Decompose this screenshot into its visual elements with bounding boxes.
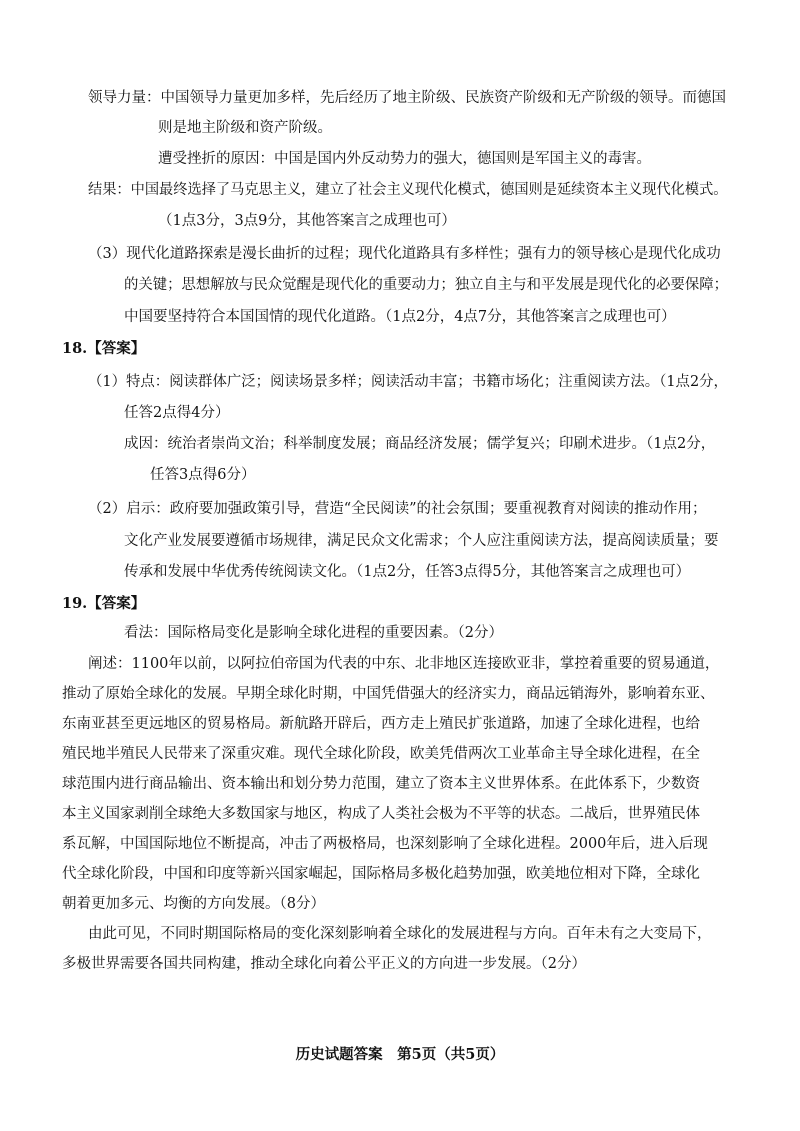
q19-view-line: 看法：国际格局变化是影响全球化进程的重要因素。（2分） <box>124 625 503 641</box>
q17-part3-line-1: （3）现代化道路探索是漫长曲折的过程；现代化道路具有多样性；强有力的领导核心是现代化成功 <box>88 246 721 262</box>
q17-result-line: 结果：中国最终选择了马克思主义，建立了社会主义现代化模式，德国则是延续资本主义现代化模式。 <box>88 182 728 198</box>
q17-part3-line-2: 的关键；思想解放与民众觉醒是现代化的重要动力；独立自主与和平发展是现代化的必要保障； <box>124 277 729 293</box>
q18-part2-line-1: （2）启示：政府要加强政策引导，营造“全民阅读”的社会氛围；要重视教育对阅读的推动作用； <box>88 501 707 517</box>
q19-conclusion-line-2: 多极世界需要各国共同构建，推动全球化向着公平正义的方向进一步发展。（2分） <box>62 956 586 972</box>
q19-explain-line-4: 殖民地半殖民人民带来了深重灾难。现代全球化阶段，欧美凭借两次工业革命主导全球化进程，在全 <box>62 746 700 762</box>
q19-explain-line-9: 朝着更加多元、均衡的方向发展。（8分） <box>62 896 325 912</box>
q17-score-note: （1点3分，3点9分，其他答案言之成理也可） <box>158 213 456 229</box>
page-footer: 历史试题答案 第5页（共5页） <box>295 1046 505 1063</box>
q18-part1-line-2: 任答2点得4分） <box>124 405 230 421</box>
q19-heading: 19.【答案】 <box>62 595 146 612</box>
q19-explain-line-5: 球范围内进行商品输出、资本输出和划分势力范围，建立了资本主义世界体系。在此体系下，少数资 <box>62 776 700 792</box>
q17-leadership-line-2: 则是地主阶级和资产阶级。 <box>158 120 332 136</box>
q19-explain-line-1: 阐述：1100年以前，以阿拉伯帝国为代表的中东、北非地区连接欧亚非，掌控着重要的贸易通道， <box>88 656 720 672</box>
q18-part2-line-2: 文化产业发展要遵循市场规律，满足民众文化需求；个人应注重阅读方法，提高阅读质量；要 <box>124 533 719 549</box>
q18-heading: 18.【答案】 <box>62 340 146 357</box>
q19-explain-line-6: 本主义国家剥削全球绝大多数国家与地区，构成了人类社会极为不平等的状态。二战后，世界殖民体 <box>62 806 700 822</box>
q19-explain-line-2: 推动了原始全球化的发展。早期全球化时期，中国凭借强大的经济实力，商品远销海外，影响着东亚、 <box>62 686 715 702</box>
q19-explain-line-7: 系瓦解，中国国际地位不断提高，冲击了两极格局，也深刻影响了全球化进程。2000年后，进入后现 <box>62 836 708 852</box>
q17-leadership-line-1: 领导力量：中国领导力量更加多样，先后经历了地主阶级、民族资产阶级和无产阶级的领导。而德国 <box>88 90 726 106</box>
q17-part3-line-3: 中国要坚持符合本国国情的现代化道路。（1点2分，4点7分，其他答案言之成理也可） <box>124 309 676 325</box>
q18-part1-line-1: （1）特点：阅读群体广泛；阅读场景多样；阅读活动丰富；书籍市场化；注重阅读方法。（1点2分， <box>88 374 728 390</box>
q17-setback-line: 遭受挫折的原因：中国是国内外反动势力的强大，德国则是军国主义的毒害。 <box>158 151 651 167</box>
q19-conclusion-line-1: 由此可见，不同时期国际格局的变化深刻影响着全球化的发展进程与方向。百年未有之大变局下， <box>88 926 712 942</box>
q18-cause-line-2: 任答3点得6分） <box>150 467 256 483</box>
q18-cause-line-1: 成因：统治者崇尚文治；科举制度发展；商品经济发展；儒学复兴；印刷术进步。（1点2分， <box>124 436 716 452</box>
q19-explain-line-8: 代全球化阶段，中国和印度等新兴国家崛起，国际格局多极化趋势加强，欧美地位相对下降，全球化 <box>62 866 700 882</box>
q19-explain-line-3: 东南亚甚至更远地区的贸易格局。新航路开辟后，西方走上殖民扩张道路，加速了全球化进程，也给 <box>62 716 700 732</box>
q18-part2-line-3: 传承和发展中华优秀传统阅读文化。（1点2分，任答3点得5分，其他答案言之成理也可） <box>124 564 691 580</box>
